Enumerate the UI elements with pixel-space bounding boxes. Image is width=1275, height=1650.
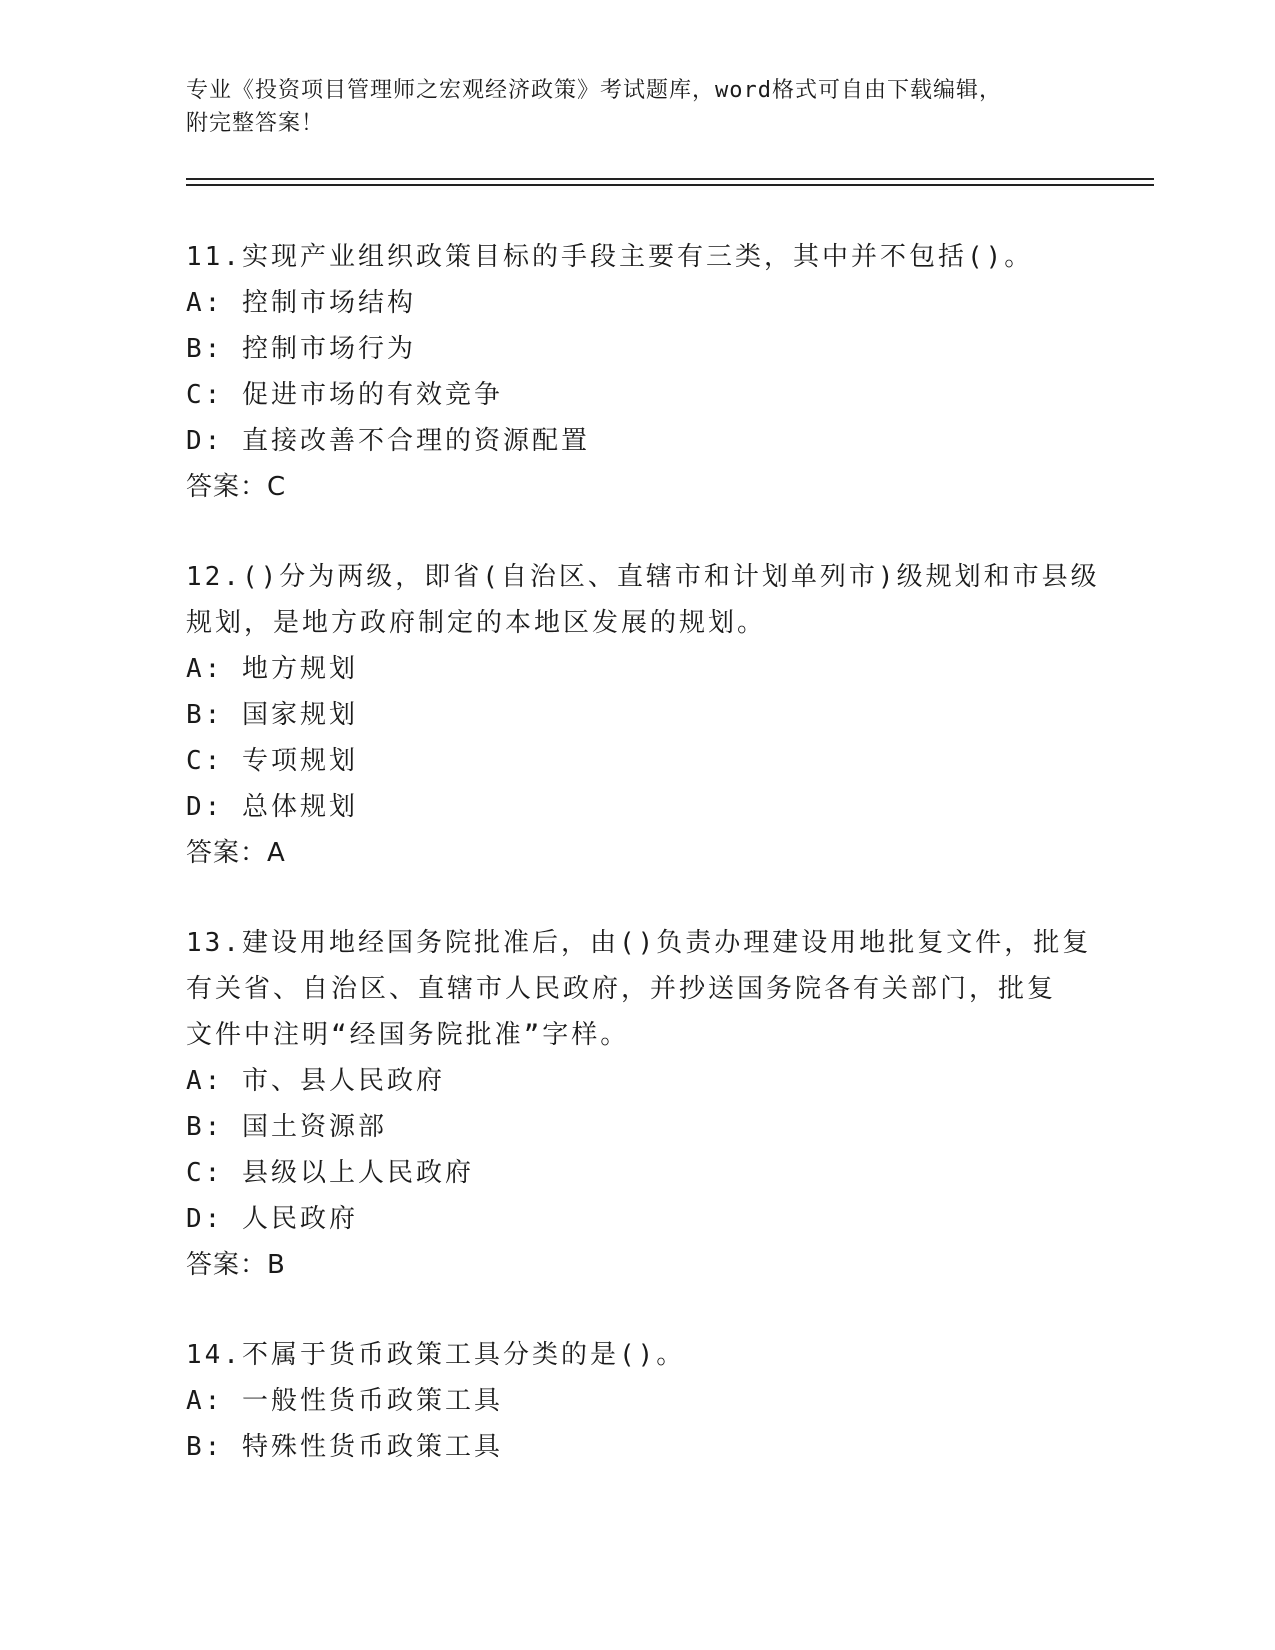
option-b: B: 国土资源部 [186,1112,387,1142]
question-12 [186,554,1100,876]
question-stem [186,1332,1086,1378]
stem-line: 13.建设用地经国务院批准后，由()负责办理建设用地批复文件，批复 [186,928,1092,958]
option-c: C: 县级以上人民政府 [186,1158,474,1188]
header-line-2: 附完整答案！ [186,111,325,136]
question-stem [186,920,1092,1058]
option-a: A: 一般性货币政策工具 [186,1386,503,1416]
option-d: D: 直接改善不合理的资源配置 [186,426,590,456]
header-divider-bottom [186,184,1154,186]
document-header [186,74,1086,140]
option-c: C: 促进市场的有效竞争 [186,380,503,410]
question-14 [186,1332,1086,1470]
option-b: B: 控制市场行为 [186,334,416,364]
stem-line: 12.()分为两级，即省(自治区、直辖市和计划单列市)级规划和市县级 [186,562,1100,592]
option-c: C: 专项规划 [186,746,358,776]
option-b: B: 特殊性货币政策工具 [186,1432,503,1462]
option-a: A: 市、县人民政府 [186,1066,445,1096]
option-d: D: 人民政府 [186,1204,358,1234]
question-stem [186,234,1086,280]
stem-line: 规划，是地方政府制定的本地区发展的规划。 [186,608,767,638]
stem-line: 文件中注明“经国务院批准”字样。 [186,1020,630,1050]
answer-line: 答案：B [186,1250,286,1280]
option-a: A: 控制市场结构 [186,288,416,318]
stem-line: 14.不属于货币政策工具分类的是()。 [186,1340,686,1370]
answer-line: 答案：A [186,838,286,868]
option-d: D: 总体规划 [186,792,358,822]
header-line-1: 专业《投资项目管理师之宏观经济政策》考试题库，word格式可自由下载编辑， [186,78,1002,103]
stem-line: 11.实现产业组织政策目标的手段主要有三类，其中并不包括()。 [186,242,1034,272]
option-b: B: 国家规划 [186,700,358,730]
header-divider-top [186,178,1154,180]
question-stem [186,554,1100,646]
option-a: A: 地方规划 [186,654,358,684]
stem-line: 有关省、自治区、直辖市人民政府，并抄送国务院各有关部门，批复 [186,974,1057,1004]
answer-line: 答案：C [186,472,287,502]
question-list [186,234,1100,1514]
question-11 [186,234,1086,510]
question-13 [186,920,1092,1288]
